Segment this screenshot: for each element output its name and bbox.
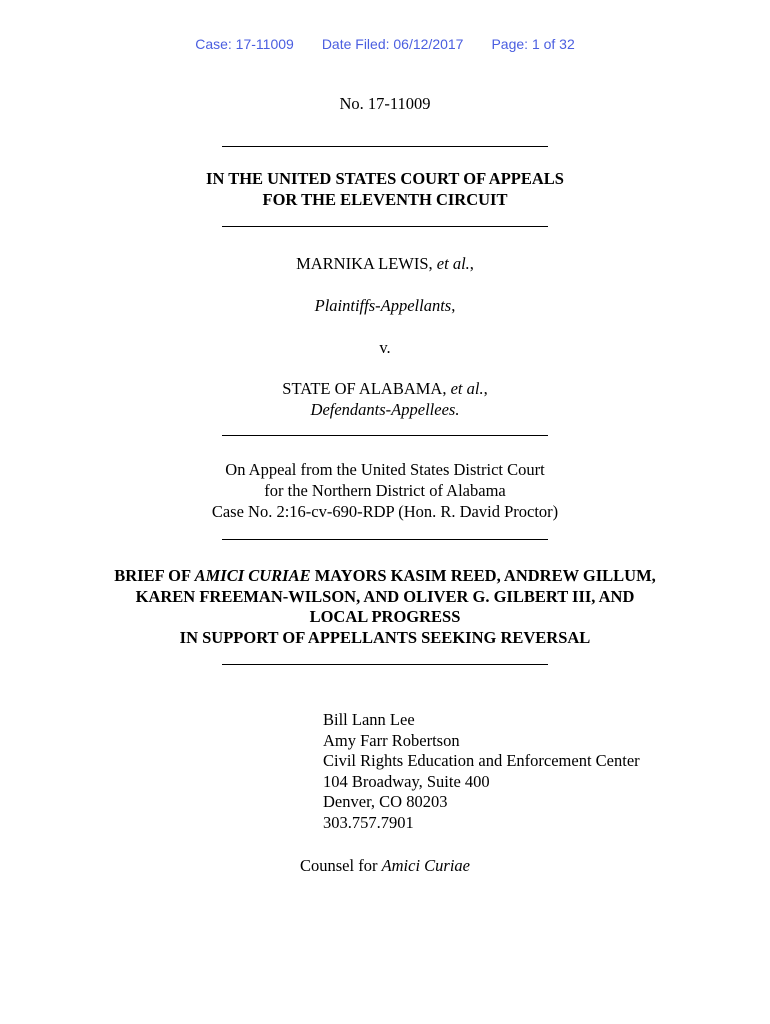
plaintiff-name-text: MARNIKA LEWIS, — [296, 254, 433, 273]
plaintiff-name — [0, 254, 770, 274]
plaintiff-comma: , — [469, 254, 474, 273]
brief-title-amici: AMICI CURIAE — [194, 566, 311, 585]
defendant-role: Defendants-Appellees. — [310, 400, 460, 419]
appeal-line-3: Case No. 2:16-cv-690-RDP (Hon. R. David Proctor) — [211, 502, 559, 521]
defendant-comma: , — [483, 379, 488, 398]
brief-title-line-3: LOCAL PROGRESS — [309, 607, 461, 626]
separator-rule — [222, 435, 548, 436]
counsel-label — [0, 856, 770, 876]
defendant-name — [0, 379, 770, 399]
counsel-city: Denver, CO 80203 — [323, 792, 448, 812]
stamp-case-number: Case: 17-11009 — [195, 36, 294, 52]
separator-rule — [222, 146, 548, 147]
counsel-label-amici: Amici Curiae — [381, 856, 471, 875]
counsel-street: 104 Broadway, Suite 400 — [323, 771, 490, 791]
appeal-line-2: for the Northern District of Alabama — [264, 481, 506, 500]
court-name-line-2: FOR THE ELEVENTH CIRCUIT — [262, 190, 508, 209]
defendant-name-text: STATE OF ALABAMA, — [282, 379, 447, 398]
counsel-name-2: Amy Farr Robertson — [323, 730, 460, 750]
counsel-name-1: Bill Lann Lee — [323, 710, 415, 729]
appeal-line-1: On Appeal from the United States District Court — [225, 460, 545, 479]
filing-stamp — [0, 36, 770, 52]
separator-rule — [222, 664, 548, 665]
plaintiff-etal: et al. — [436, 254, 470, 273]
stamp-date-filed: Date Filed: 06/12/2017 — [321, 36, 464, 52]
brief-title-line-2: KAREN FREEMAN-WILSON, AND OLIVER G. GILBERT III, AND — [135, 587, 635, 606]
counsel-label-text: Counsel for — [299, 856, 378, 875]
counsel-phone: 303.757.7901 — [323, 812, 414, 832]
defendant-etal: et al. — [450, 379, 484, 398]
separator-rule — [222, 539, 548, 540]
separator-rule — [222, 226, 548, 227]
plaintiff-role — [0, 296, 770, 316]
court-name-line-1: IN THE UNITED STATES COURT OF APPEALS — [206, 169, 564, 188]
brief-title-line-1 — [0, 566, 770, 586]
plaintiff-role-text: Plaintiffs-Appellants — [314, 296, 452, 315]
plaintiff-role-comma: , — [451, 296, 456, 315]
counsel-block — [323, 710, 640, 834]
brief-title-post: MAYORS KASIM REED, ANDREW GILLUM, — [314, 566, 656, 585]
counsel-organization: Civil Rights Education and Enforcement Center — [323, 751, 640, 771]
brief-title-line-4: IN SUPPORT OF APPELLANTS SEEKING REVERSAL — [179, 628, 591, 647]
docket-number: No. 17-11009 — [339, 94, 431, 113]
versus: v. — [379, 338, 391, 357]
brief-title-pre: BRIEF OF — [114, 566, 191, 585]
stamp-page-count: Page: 1 of 32 — [491, 36, 575, 52]
